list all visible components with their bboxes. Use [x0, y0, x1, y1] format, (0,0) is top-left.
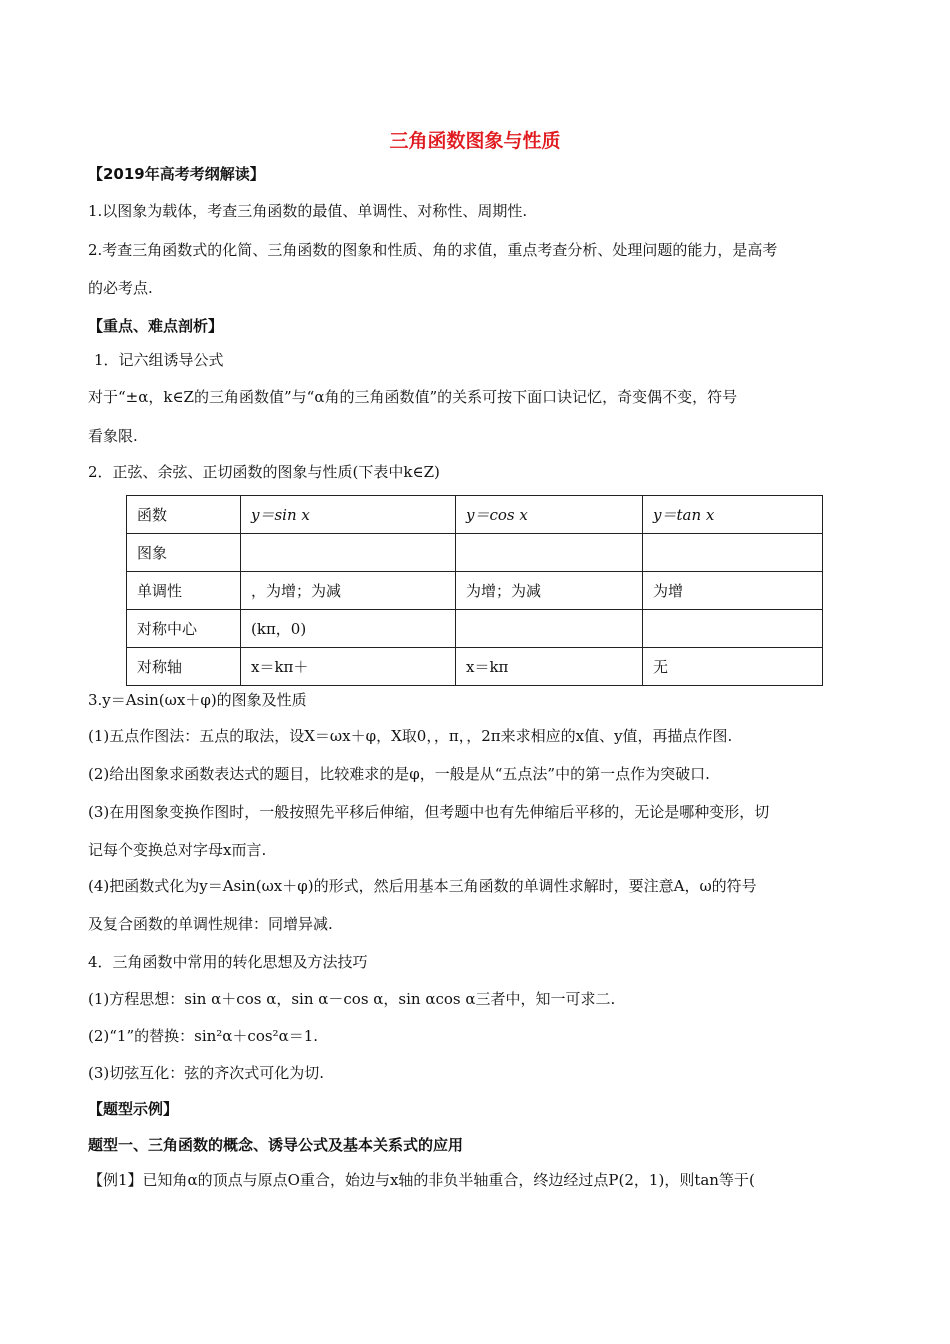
table-cell: 为增 [643, 572, 823, 610]
exam-outline-heading: 【2019年高考考纲解读】 [88, 165, 265, 183]
table-cell: (kπ，0) [241, 610, 456, 648]
table-row [127, 648, 823, 686]
table-cell: y＝cos x [456, 496, 643, 534]
table-row [127, 572, 823, 610]
table-cell: 对称中心 [127, 610, 241, 648]
question-type-1-title: 题型一、三角函数的概念、诱导公式及基本关系式的应用 [88, 1136, 464, 1154]
table-cell [241, 534, 456, 572]
key-point-3-4-line2: 及复合函数的单调性规律：同增异减. [88, 915, 333, 933]
table-cell: 无 [643, 648, 823, 686]
table-cell: 函数 [127, 496, 241, 534]
trig-properties-table [126, 495, 823, 686]
key-point-3-4-line1: (4)把函数式化为y＝Asin(ωx＋φ)的形式，然后用基本三角函数的单调性求解时，要注意A，ω的符号 [88, 877, 757, 895]
outline-point-2-line2: 的必考点. [88, 279, 153, 297]
table-cell [643, 534, 823, 572]
table-row [127, 610, 823, 648]
table-cell: ，为增；为减 [241, 572, 456, 610]
table-cell: 单调性 [127, 572, 241, 610]
key-point-4-1: (1)方程思想：sin α＋cos α，sin α－cos α，sin αcos α三者中，知一可求二. [88, 990, 616, 1008]
table-cell: y＝sin x [241, 496, 456, 534]
key-point-2-title: 2．正弦、余弦、正切函数的图象与性质(下表中k∈Z) [88, 463, 440, 481]
key-points-heading: 【重点、难点剖析】 [88, 317, 224, 335]
key-point-4-3: (3)切弦互化：弦的齐次式可化为切. [88, 1064, 325, 1082]
key-point-3-3-line2: 记每个变换总对字母x而言. [88, 841, 267, 859]
key-point-3-title: 3.y＝Asin(ωx＋φ)的图象及性质 [88, 691, 307, 709]
example-1-text: 【例1】已知角α的顶点与原点O重合，始边与x轴的非负半轴重合，终边经过点P(2，1)，则tan等于( [88, 1171, 755, 1189]
examples-heading: 【题型示例】 [88, 1100, 179, 1118]
table-cell: 图象 [127, 534, 241, 572]
table-cell: 对称轴 [127, 648, 241, 686]
key-point-4-title: 4．三角函数中常用的转化思想及方法技巧 [88, 953, 368, 971]
outline-point-1: 1.以图象为载体，考查三角函数的最值、单调性、对称性、周期性. [88, 202, 528, 220]
key-point-1-text-line1: 对于“±α，k∈Z的三角函数值”与“α角的三角函数值”的关系可按下面口诀记忆，奇变偶不变，符号 [88, 388, 738, 406]
key-point-3-1: (1)五点作图法：五点的取法，设X＝ωx＋φ，X取0，，π，，2π来求相应的x值、y值，再描点作图. [88, 727, 733, 745]
key-point-4-2: (2)“1”的替换：sin²α＋cos²α＝1. [88, 1027, 319, 1045]
table-cell: 为增；为减 [456, 572, 643, 610]
key-point-3-2: (2)给出图象求函数表达式的题目，比较难求的是φ，一般是从“五点法”中的第一点作为突破口. [88, 765, 710, 783]
table-cell: x＝kπ＋ [241, 648, 456, 686]
page-title: 三角函数图象与性质 [389, 130, 561, 152]
key-point-1-text-line2: 看象限. [88, 427, 138, 445]
table-cell [456, 610, 643, 648]
key-point-3-3-line1: (3)在用图象变换作图时，一般按照先平移后伸缩，但考题中也有先伸缩后平移的，无论是哪种变形，切 [88, 803, 770, 821]
outline-point-2-line1: 2.考查三角函数式的化简、三角函数的图象和性质、角的求值，重点考查分析、处理问题的能力，是高考 [88, 241, 778, 259]
table-cell: x＝kπ [456, 648, 643, 686]
key-point-1-title: 1．记六组诱导公式 [94, 351, 224, 369]
table-row [127, 534, 823, 572]
table-cell [456, 534, 643, 572]
table-cell: y＝tan x [643, 496, 823, 534]
table-cell [643, 610, 823, 648]
table-header-row [127, 496, 823, 534]
